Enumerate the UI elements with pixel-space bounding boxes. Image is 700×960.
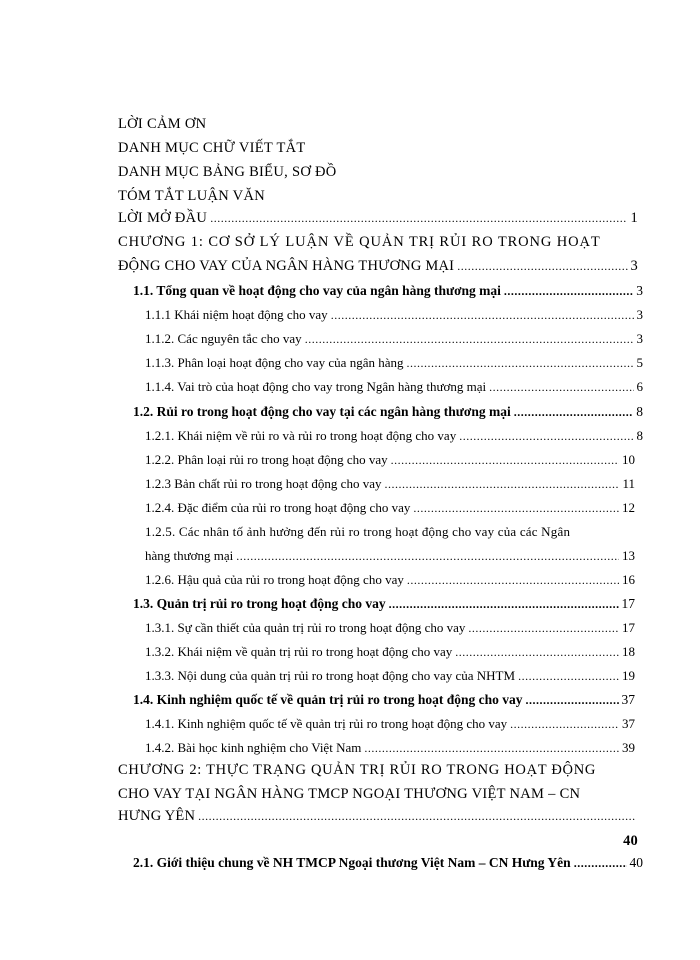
toc-entry xyxy=(145,355,643,371)
toc-entry xyxy=(145,476,635,492)
toc-entry-title: 1.3. Quản trị rủi ro trong hoạt động cho vay xyxy=(133,596,386,611)
toc-chapter-title: ĐỘNG CHO VAY CỦA NGÂN HÀNG THƯƠNG MẠI xyxy=(118,258,455,274)
toc-leader xyxy=(489,381,633,393)
toc-entry xyxy=(145,307,643,323)
toc-entry-title: 1.3.2. Khái niệm về quản trị rủi ro trong hoạt động cho vay xyxy=(145,644,453,659)
toc-entry-title: 1.1.1 Khái niệm hoạt động cho vay xyxy=(145,307,328,322)
toc-page-number: 3 xyxy=(636,331,643,346)
toc-entry-title: hàng thương mại xyxy=(145,548,234,563)
toc-page-number: 1 xyxy=(630,210,638,226)
toc-entry xyxy=(145,379,643,395)
toc-entry xyxy=(145,331,643,347)
toc-entry-title: 1.2.6. Hậu quả của rủi ro trong hoạt động cho vay xyxy=(145,572,404,587)
toc-entry xyxy=(145,428,643,444)
toc-page-number: 11 xyxy=(622,476,635,491)
toc-leader xyxy=(459,430,633,442)
toc-entry xyxy=(145,740,635,756)
toc-entry-title: 1.2.3 Bản chất rủi ro trong hoạt động cho vay xyxy=(145,476,382,491)
toc-entry-title: 1.1.3. Phân loại hoạt động cho vay của ngân hàng xyxy=(145,355,404,370)
toc-page-number: 13 xyxy=(622,548,635,563)
toc-chapter-title: HƯNG YÊN xyxy=(118,808,196,824)
toc-leader xyxy=(526,694,619,706)
toc-entry-title: 1.4.1. Kinh nghiệm quốc tế về quản trị rủi ro trong hoạt động cho vay xyxy=(145,716,508,731)
toc-leader xyxy=(210,212,627,224)
toc-chapter2-line1 xyxy=(118,762,638,779)
toc-front-item xyxy=(118,188,265,205)
toc-page-number: 17 xyxy=(621,596,635,611)
toc-entry-line1 xyxy=(145,524,643,540)
toc-entry xyxy=(145,452,635,468)
toc-entry-title: 1.3.3. Nội dung của quản trị rủi ro trong hoạt động cho vay của NHTM xyxy=(145,668,516,683)
toc-page-number: 40 xyxy=(623,833,638,849)
toc-leader xyxy=(510,718,619,730)
toc-chapter2-line2 xyxy=(118,786,638,803)
toc-page-number: 37 xyxy=(622,716,635,731)
toc-page-number: 40 xyxy=(629,855,643,870)
toc-front-item xyxy=(118,164,337,181)
toc-leader xyxy=(389,598,619,610)
toc-leader xyxy=(305,333,634,345)
toc-entry-title: LỜI MỞ ĐẦU xyxy=(118,210,208,226)
toc-entry-title: 1.2.5. Các nhân tố ảnh hưởng đến rủi ro trong hoạt động cho vay của các Ngân xyxy=(145,524,571,539)
toc-entry-title: 1.2.2. Phân loại rủi ro trong hoạt động cho vay xyxy=(145,452,388,467)
toc-page-number: 3 xyxy=(630,258,638,274)
toc-leader xyxy=(384,478,619,490)
toc-front-label: LỜI CẢM ƠN xyxy=(118,116,207,132)
toc-page-number: 37 xyxy=(621,692,635,707)
toc-entry xyxy=(145,644,635,660)
toc-intro xyxy=(118,210,638,227)
toc-leader xyxy=(407,357,634,369)
toc-entry-title: 1.2.4. Đặc điểm của rủi ro trong hoạt động cho vay xyxy=(145,500,411,515)
toc-page-number: 16 xyxy=(622,572,635,587)
toc-entry-title: 1.1. Tổng quan về hoạt động cho vay của ngân hàng thương mại xyxy=(133,283,501,298)
toc-entry xyxy=(145,500,635,516)
toc-page-number: 8 xyxy=(636,404,643,419)
toc-page-number: 3 xyxy=(636,307,643,322)
toc-chapter-title: CHO VAY TẠI NGÂN HÀNG TMCP NGOẠI THƯƠNG VIỆT NAM – CN xyxy=(118,786,581,802)
toc-entry xyxy=(145,668,635,684)
toc-front-label: DANH MỤC CHỮ VIẾT TẮT xyxy=(118,140,306,156)
toc-entry xyxy=(133,283,643,299)
toc-page-number: 8 xyxy=(636,428,643,443)
toc-leader xyxy=(413,502,619,514)
toc-entry-title: 1.2.1. Khái niệm về rủi ro và rủi ro trong hoạt động cho vay xyxy=(145,428,457,443)
toc-entry-line2 xyxy=(145,548,635,564)
toc-entry xyxy=(133,596,635,612)
toc-leader xyxy=(518,670,619,682)
toc-page-number: 39 xyxy=(622,740,635,755)
toc-entry xyxy=(133,855,643,871)
toc-leader xyxy=(391,454,619,466)
toc-page-number: 6 xyxy=(636,379,643,394)
toc-page-number: 19 xyxy=(622,668,635,683)
toc-page-number: 18 xyxy=(622,644,635,659)
toc-entry-title: 1.3.1. Sự cần thiết của quản trị rủi ro trong hoạt động cho vay xyxy=(145,620,466,635)
toc-leader xyxy=(455,646,619,658)
toc-chapter-title: CHƯƠNG 2: THỰC TRẠNG QUẢN TRỊ RỦI RO TRONG HOẠT ĐỘNG xyxy=(118,762,597,778)
toc-entry-title: 1.1.2. Các nguyên tắc cho vay xyxy=(145,331,302,346)
toc-entry-title: 1.4.2. Bài học kinh nghiệm cho Việt Nam xyxy=(145,740,362,755)
toc-entry xyxy=(133,692,635,708)
toc-leader xyxy=(457,260,627,272)
toc-entry-title: 1.2. Rủi ro trong hoạt động cho vay tại các ngân hàng thương mại xyxy=(133,404,511,419)
toc-entry-title: 1.4. Kinh nghiệm quốc tế về quản trị rủi ro trong hoạt động cho vay xyxy=(133,692,523,707)
toc-entry xyxy=(145,620,635,636)
toc-chapter-title: CHƯƠNG 1: CƠ SỞ LÝ LUẬN VỀ QUẢN TRỊ RỦI RO TRONG HOẠT xyxy=(118,234,601,250)
toc-entry xyxy=(133,404,643,420)
toc-front-label: DANH MỤC BẢNG BIỂU, SƠ ĐỒ xyxy=(118,164,337,180)
toc-chapter1-line1 xyxy=(118,234,638,251)
toc-entry-title: 1.1.4. Vai trò của hoạt động cho vay trong Ngân hàng thương mại xyxy=(145,379,487,394)
toc-front-item xyxy=(118,116,206,133)
toc-chapter2-page xyxy=(600,833,638,850)
toc-page-number: 5 xyxy=(636,355,643,370)
toc-leader xyxy=(364,742,619,754)
toc-front-label: TÓM TẮT LUẬN VĂN xyxy=(118,188,265,204)
toc-leader xyxy=(198,810,635,822)
toc-leader xyxy=(514,406,634,418)
toc-entry-title: 2.1. Giới thiệu chung về NH TMCP Ngoại thương Việt Nam – CN Hưng Yên xyxy=(133,855,571,870)
toc-page-number: 10 xyxy=(622,452,635,467)
toc-leader xyxy=(468,622,619,634)
toc-leader xyxy=(236,550,619,562)
toc-page-number: 17 xyxy=(622,620,635,635)
toc-leader xyxy=(331,309,634,321)
toc-entry xyxy=(145,572,635,588)
toc-page-number: 12 xyxy=(622,500,635,515)
toc-leader xyxy=(574,857,627,869)
toc-entry xyxy=(145,716,635,732)
toc-chapter1-line2 xyxy=(118,258,638,275)
toc-page-number: 3 xyxy=(636,283,643,298)
toc-leader xyxy=(504,285,633,297)
toc-chapter2-line3 xyxy=(118,808,638,825)
toc-front-item xyxy=(118,140,306,157)
toc-leader xyxy=(407,574,619,586)
